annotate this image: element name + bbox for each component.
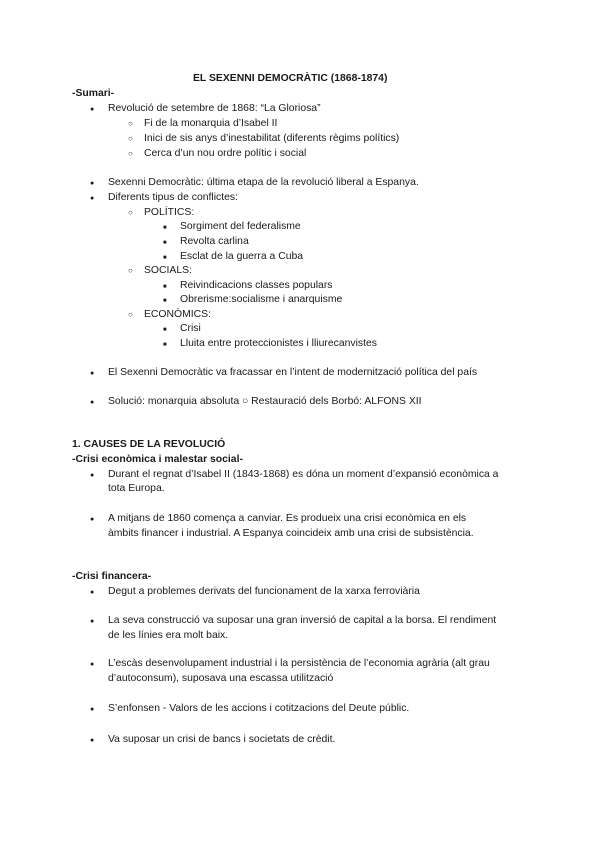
bullet-disc-icon <box>90 102 94 116</box>
sumari-item: Revolució de setembre de 1868: “La Gloriosa” <box>108 103 321 114</box>
conflict-item: Crisi <box>180 323 201 334</box>
paragraph-line: Va suposar un crisi de bancs i societats de crèdit. <box>108 734 336 745</box>
sumari-item: Diferents tipus de conflictes: <box>108 192 238 203</box>
bullet-square-icon <box>163 293 167 308</box>
conflict-category: POLÍTICS: <box>144 207 195 218</box>
bullet-disc-icon <box>90 733 94 747</box>
sumari-item: El Sexenni Democràtic va fracassar en l’intent de modernització política del país <box>108 367 478 378</box>
conflict-item: Revolta carlina <box>180 236 249 247</box>
conflict-item: Sorgiment del federalisme <box>180 221 301 232</box>
sumari-subitem: Cerca d’un nou ordre polític i social <box>144 148 307 159</box>
conflict-category: SOCIALS: <box>144 265 192 276</box>
bullet-square-icon <box>163 220 167 235</box>
paragraph-line: La seva construcció va suposar una gran inversió de capital a la borsa. El rendiment <box>108 615 497 626</box>
conflict-item: Esclat de la guerra a Cuba <box>180 251 304 262</box>
paragraph-line: A mitjans de 1860 comença a canviar. Es produeix una crisi econòmica en els <box>108 513 467 524</box>
page-title: EL SEXENNI DEMOCRÀTIC (1868-1874) <box>193 73 388 84</box>
paragraph-line: tota Europa. <box>108 483 165 494</box>
bullet-disc-icon <box>90 702 94 716</box>
paragraph-line: de les línies era molt baix. <box>108 630 229 641</box>
bullet-disc-icon <box>90 657 94 671</box>
bullet-square-icon <box>163 235 167 250</box>
sumari-subitem: Fi de la monarquia d’Isabel II <box>144 118 278 129</box>
bullet-square-icon <box>163 322 167 337</box>
conflict-item: Lluita entre proteccionistes i lliurecanvistes <box>180 338 377 349</box>
section-heading: 1. CAUSES DE LA REVOLUCIÓ <box>72 439 226 450</box>
bullet-circle-icon <box>128 132 133 145</box>
subsection-heading: -Crisi financera- <box>72 571 152 582</box>
paragraph-line: àmbits financer i industrial. A Espanya coincideix amb una crisi de subsistència. <box>108 528 474 539</box>
bullet-disc-icon <box>90 468 94 482</box>
bullet-circle-icon <box>128 117 133 130</box>
sumari-item: Sexenni Democràtic: última etapa de la revolució liberal a Espanya. <box>108 177 419 188</box>
paragraph-line: L’escàs desenvolupament industrial i la persistència de l’economia agrària (alt grau <box>108 658 490 669</box>
conflict-item: Reivindicacions classes populars <box>180 280 333 291</box>
bullet-disc-icon <box>90 176 94 190</box>
conflict-category: ECONÒMICS: <box>144 309 211 320</box>
bullet-circle-icon <box>128 308 133 321</box>
conflict-item: Obrerisme:socialisme i anarquisme <box>180 294 343 305</box>
paragraph-line: Durant el regnat d’Isabel II (1843-1868) es dóna un moment d’expansió econòmica a <box>108 469 499 480</box>
sumari-heading: -Sumari- <box>72 88 115 99</box>
bullet-circle-icon <box>128 147 133 160</box>
bullet-disc-icon <box>90 585 94 599</box>
bullet-disc-icon <box>90 395 94 409</box>
bullet-circle-icon <box>128 206 133 219</box>
paragraph-line: Degut a problemes derivats del funcionament de la xarxa ferroviària <box>108 586 420 597</box>
bullet-square-icon <box>163 337 167 352</box>
subsection-heading: -Crisi econòmica i malestar social- <box>72 454 243 465</box>
bullet-circle-icon <box>128 264 133 277</box>
paragraph-line: S’enfonsen - Valors de les accions i cotitzacions del Deute públic. <box>108 703 410 714</box>
bullet-square-icon <box>163 250 167 265</box>
bullet-disc-icon <box>90 512 94 526</box>
bullet-disc-icon <box>90 191 94 205</box>
bullet-disc-icon <box>90 366 94 380</box>
paragraph-line: d’autoconsum), suposava una escassa utilització <box>108 673 334 684</box>
sumari-item: Solució: monarquia absoluta ○ Restauració dels Borbó: ALFONS XII <box>108 396 422 407</box>
sumari-subitem: Inici de sis anys d’inestabilitat (diferents règims polítics) <box>144 133 400 144</box>
bullet-square-icon <box>163 279 167 294</box>
bullet-disc-icon <box>90 614 94 628</box>
